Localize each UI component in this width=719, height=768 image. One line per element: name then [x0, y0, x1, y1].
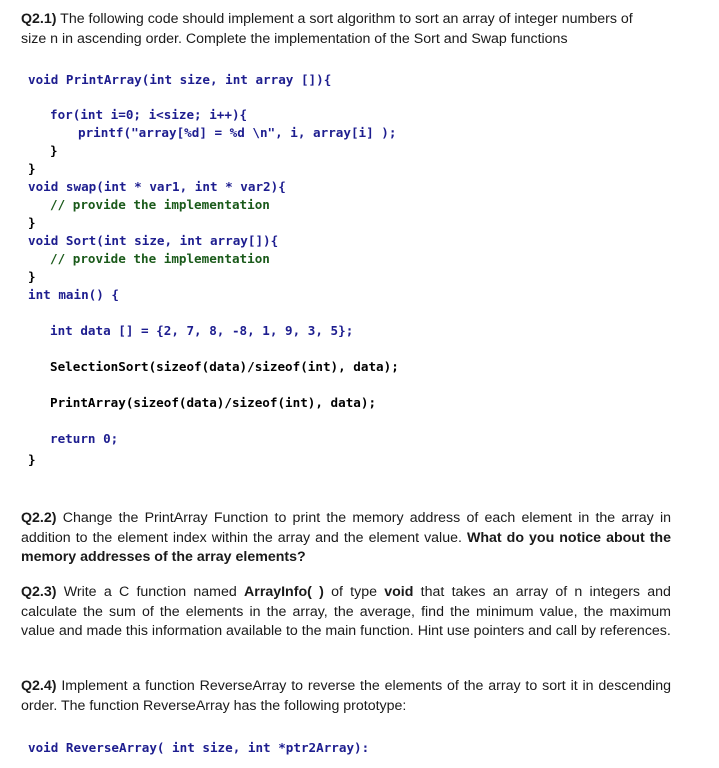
- function-prototype: void ReverseArray( int size, int *ptr2Array):: [28, 740, 370, 755]
- question-2-3: [21, 583, 671, 642]
- code-line: for(int i=0; i<size; i++){: [50, 107, 248, 122]
- question-bold-text: What do you notice about the memory addresses of the array elements?: [21, 529, 671, 566]
- code-line: printf("array[%d] = %d \n", i, array[i] );: [78, 125, 397, 140]
- code-line: void PrintArray(int size, int array []){: [28, 72, 332, 87]
- question-2-1: [21, 10, 671, 49]
- code-line: }: [28, 452, 36, 467]
- code-line: void swap(int * var1, int * var2){: [28, 179, 286, 194]
- question-text: that takes an array of n integers and calculate the sum of the elements in the array, the average, find the minimum value, the maximum value and made this information available to the main function. Hint use pointers and call by references.: [21, 584, 671, 640]
- question-label: Q2.3): [21, 584, 57, 600]
- question-text: Implement a function ReverseArray to reverse the elements of the array to sort it in descending order. The function ReverseArray has the following prototype:: [21, 678, 671, 714]
- code-line: int data [] = {2, 7, 8, -8, 1, 9, 3, 5};: [50, 323, 354, 338]
- question-2-2: [21, 509, 671, 568]
- question-text: Write a C function named: [63, 584, 237, 600]
- code-line: }: [50, 143, 58, 158]
- code-comment: // provide the implementation: [50, 197, 270, 212]
- type-name: void: [384, 584, 414, 600]
- question-label: Q2.4): [21, 678, 57, 694]
- code-line: SelectionSort(sizeof(data)/sizeof(int), data);: [50, 359, 399, 374]
- code-line: int main() {: [28, 287, 119, 302]
- code-line: }: [28, 269, 36, 284]
- function-name: ArrayInfo( ): [244, 584, 324, 600]
- question-text: of type: [331, 584, 377, 600]
- question-text: Change the PrintArray Function to print the memory address of each element in the array in addition to the element index within the array and the element value.: [21, 510, 671, 546]
- question-text: size n in ascending order. Complete the implementation of the Sort and Swap functions: [21, 30, 568, 47]
- question-label: Q2.2): [21, 510, 57, 526]
- code-comment: // provide the implementation: [50, 251, 270, 266]
- code-line: void Sort(int size, int array[]){: [28, 233, 279, 248]
- question-text: The following code should implement a sort algorithm to sort an array of integer numbers of: [60, 11, 633, 27]
- code-line: PrintArray(sizeof(data)/sizeof(int), data);: [50, 395, 377, 410]
- question-label: Q2.1): [21, 11, 57, 27]
- code-line: }: [28, 215, 36, 230]
- code-line: }: [28, 161, 36, 176]
- question-2-4: [21, 677, 671, 716]
- code-line: return 0;: [50, 431, 119, 446]
